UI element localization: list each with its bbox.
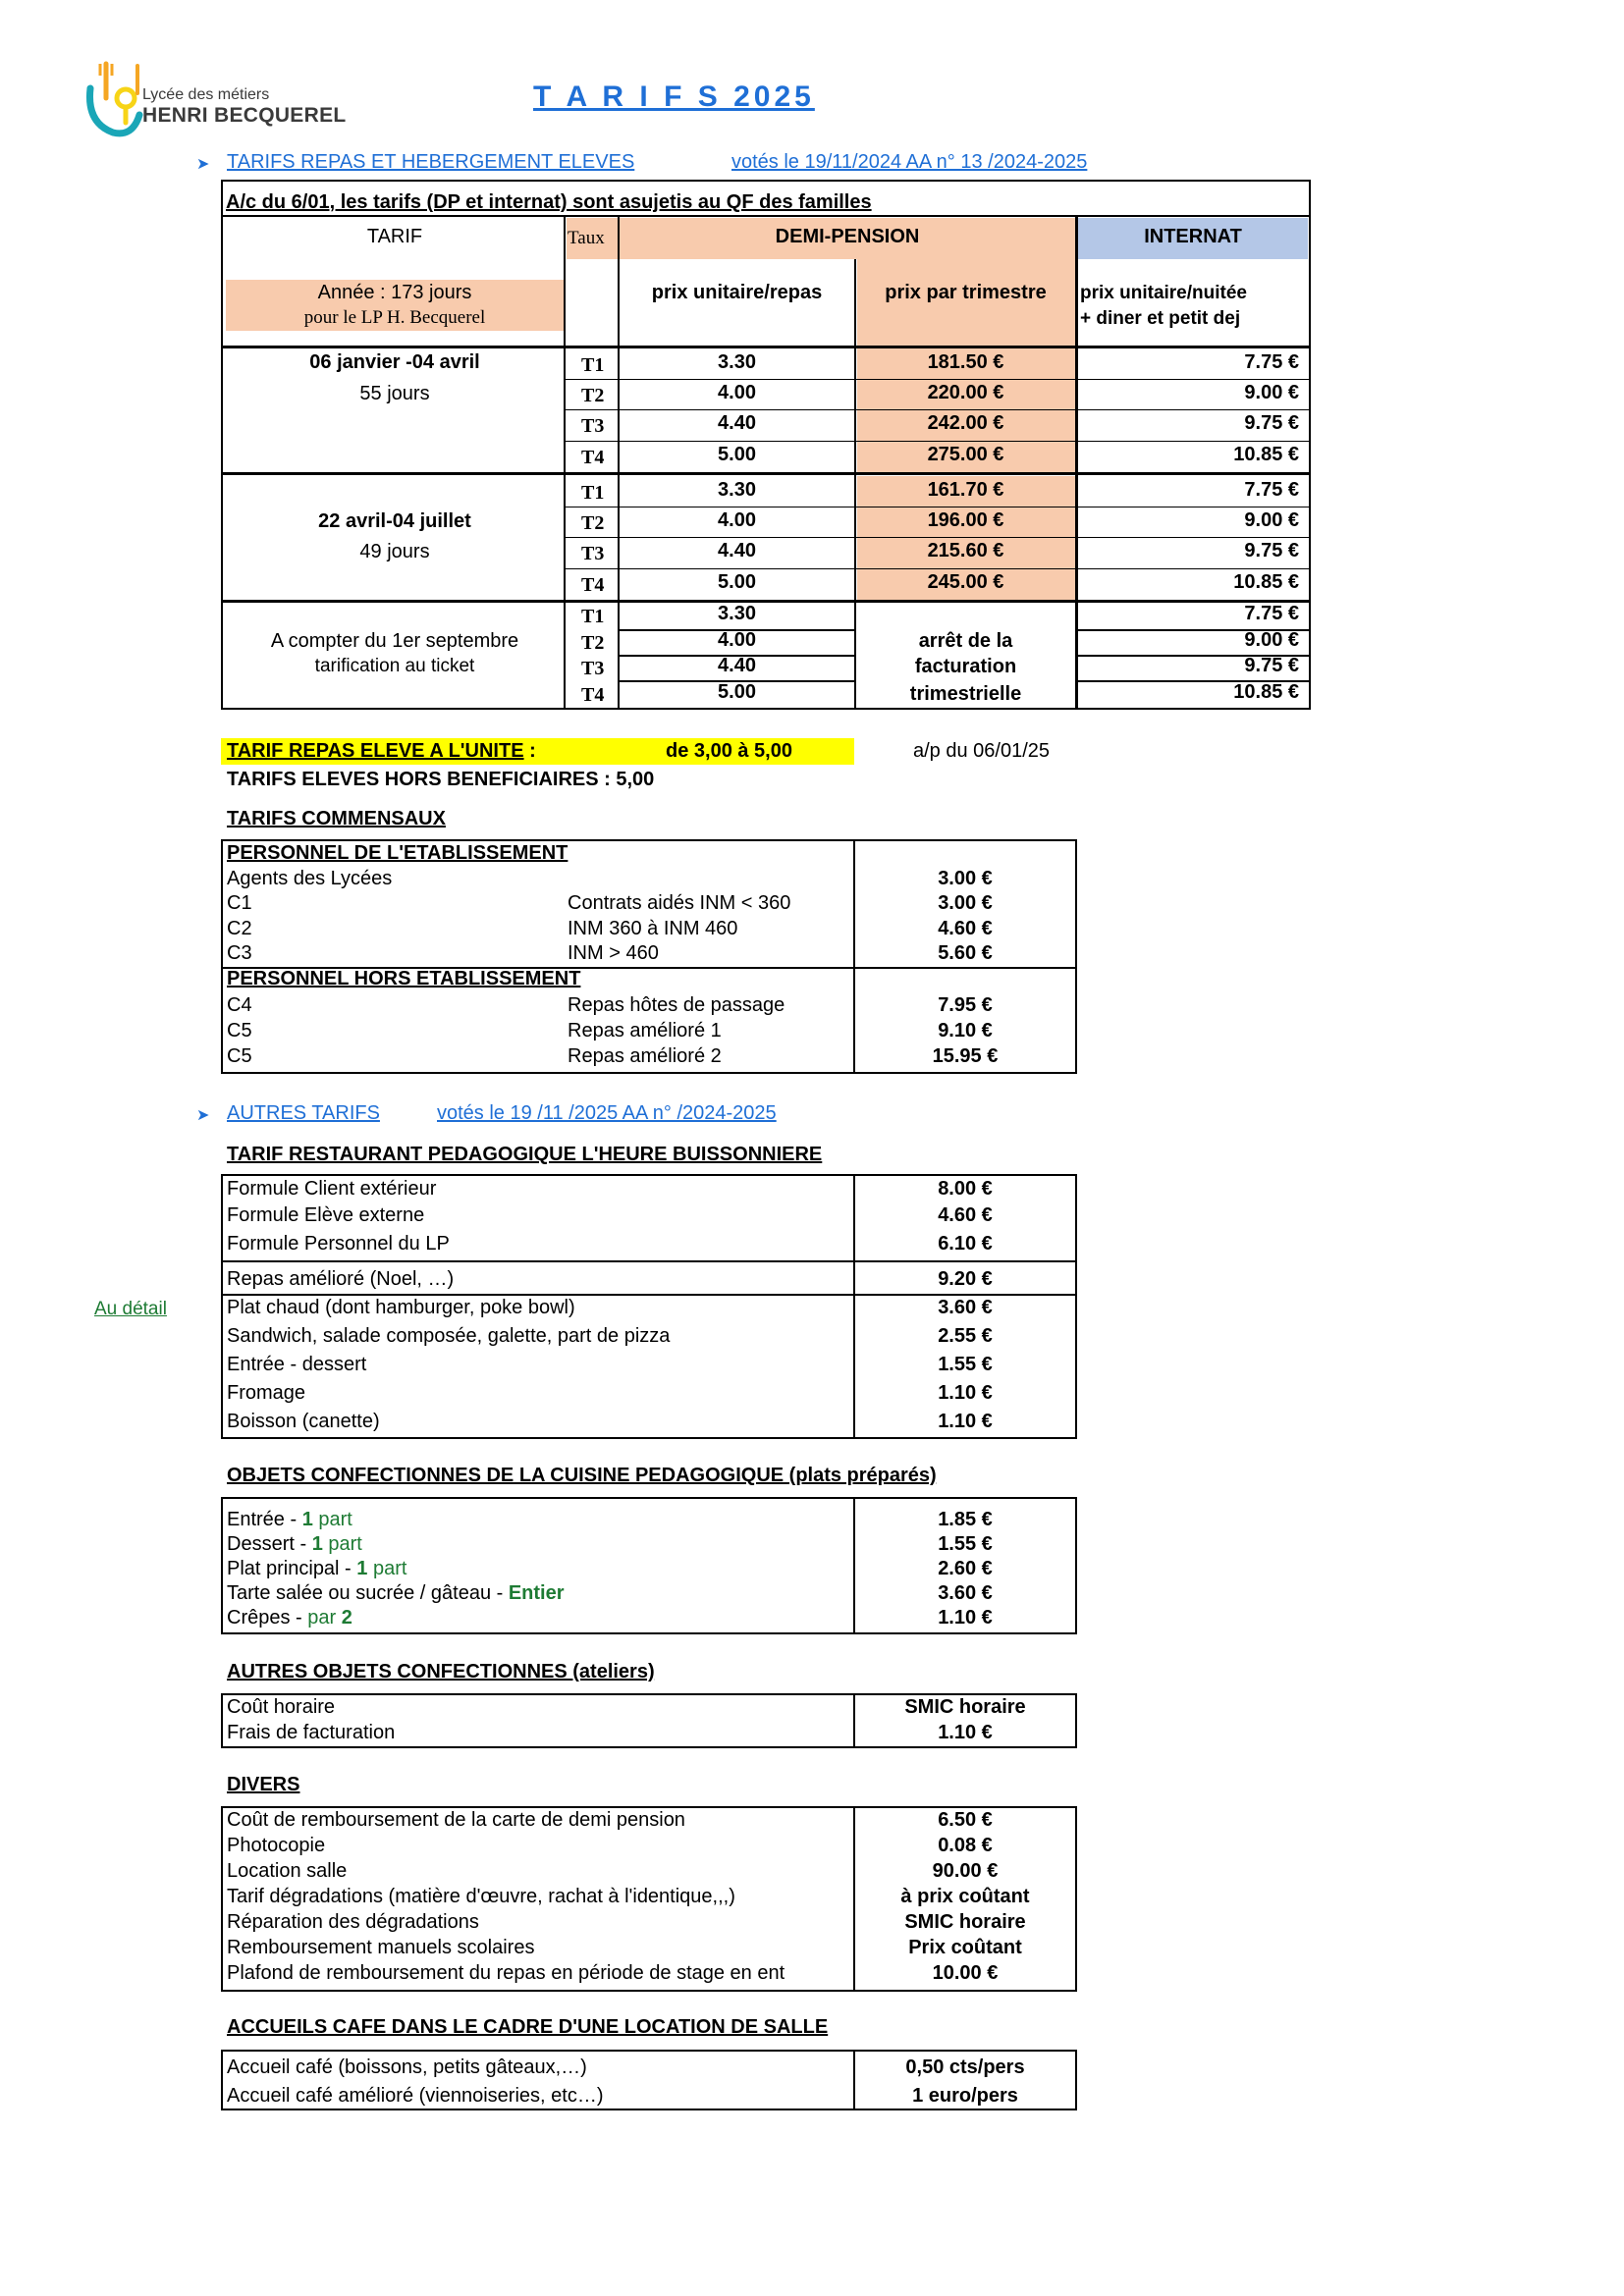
- divers-price: 90.00 €: [932, 1860, 999, 1882]
- p3-taux: T3: [581, 658, 605, 679]
- commensaux-group1: PERSONNEL DE L'ETABLISSEMENT: [227, 842, 568, 864]
- commensaux-group2: PERSONNEL HORS ETABLISSEMENT: [227, 968, 581, 989]
- unit-rate-label: TARIF REPAS ELEVE A L'UNITE :: [227, 740, 536, 762]
- commensaux-row-cat: C5: [227, 1045, 252, 1067]
- detail-label: Sandwich, salade composée, galette, part de pizza: [227, 1325, 671, 1347]
- p3-unit: 5.00: [718, 681, 756, 703]
- divers-label: Réparation des dégradations: [227, 1911, 479, 1933]
- logo-text-line2: HENRI BECQUEREL: [142, 104, 347, 127]
- commensaux-row-price: 7.95 €: [938, 994, 993, 1016]
- col-tarif-header: TARIF: [366, 226, 423, 247]
- detail-label: Entrée - dessert: [227, 1354, 367, 1375]
- formule-price: 6.10 €: [938, 1233, 993, 1255]
- period3-label: A compter du 1er septembre: [270, 630, 519, 652]
- section2-heading: AUTRES TARIFS: [227, 1102, 380, 1124]
- divers-title: DIVERS: [227, 1774, 300, 1795]
- cafe-price: 1 euro/pers: [912, 2085, 1018, 2107]
- commensaux-title: TARIFS COMMENSAUX: [227, 808, 446, 829]
- cafe-title: ACCUEILS CAFE DANS LE CADRE D'UNE LOCATION DE SALLE: [227, 2016, 829, 2038]
- divers-label: Plafond de remboursement du repas en période de stage en ent: [227, 1962, 785, 1984]
- p1-int: 9.75 €: [1244, 412, 1299, 434]
- sub-internat-header-2: + diner et petit dej: [1080, 308, 1241, 329]
- p1-trim: 220.00 €: [927, 382, 1004, 403]
- divers-label: Remboursement manuels scolaires: [227, 1937, 535, 1958]
- p3-unit: 4.40: [718, 655, 756, 676]
- col-demipension-header: DEMI-PENSION: [775, 226, 920, 247]
- p2-unit: 5.00: [718, 571, 756, 593]
- p2-trim: 196.00 €: [927, 509, 1004, 531]
- divers-label: Location salle: [227, 1860, 348, 1882]
- p2-taux: T1: [581, 482, 605, 504]
- unit-rate-value: de 3,00 à 5,00: [666, 740, 792, 762]
- repas-ameliore-price: 9.20 €: [938, 1268, 993, 1290]
- annee-sub: pour le LP H. Becquerel: [303, 307, 486, 328]
- repas-ameliore-label: Repas amélioré (Noel, …): [227, 1268, 455, 1290]
- detail-price: 2.55 €: [938, 1325, 993, 1347]
- atelier-price: 1.10 €: [938, 1722, 993, 1743]
- sub-internat-header-1: prix unitaire/nuitée: [1080, 283, 1247, 303]
- section1-vote: votés le 19/11/2024 AA n° 13 /2024-2025: [731, 151, 1088, 173]
- p2-int: 7.75 €: [1244, 479, 1299, 501]
- formule-label: Formule Elève externe: [227, 1204, 425, 1226]
- divers-price: 0.08 €: [938, 1835, 993, 1856]
- commensaux-row-price: 3.00 €: [938, 868, 993, 889]
- divers-price: 6.50 €: [938, 1809, 993, 1831]
- section2-bullet-icon: ➤: [196, 1107, 210, 1124]
- period3-days: tarification au ticket: [314, 656, 475, 676]
- commensaux-row-desc: Repas amélioré 1: [568, 1020, 722, 1041]
- objet-price: 1.55 €: [938, 1533, 993, 1555]
- p2-int: 9.00 €: [1244, 509, 1299, 531]
- objet-price: 3.60 €: [938, 1582, 993, 1604]
- p3-trim-note1: arrêt de la: [918, 630, 1013, 652]
- p3-int: 9.00 €: [1244, 629, 1299, 651]
- ateliers-title: AUTRES OBJETS CONFECTIONNES (ateliers): [227, 1661, 655, 1682]
- p1-unit: 3.30: [718, 351, 756, 373]
- cafe-label: Accueil café amélioré (viennoiseries, etc…): [227, 2085, 604, 2107]
- p3-taux: T4: [581, 684, 605, 706]
- objet-label: Crêpes - par 2: [227, 1607, 352, 1629]
- p1-taux: T3: [581, 415, 605, 437]
- formule-label: Formule Client extérieur: [227, 1178, 437, 1200]
- annee-label: Année : 173 jours: [317, 282, 472, 303]
- p3-taux: T2: [581, 632, 605, 654]
- atelier-label: Frais de facturation: [227, 1722, 396, 1743]
- objet-price: 1.85 €: [938, 1509, 993, 1530]
- sub-unit-header: prix unitaire/repas: [651, 282, 823, 303]
- atelier-price: SMIC horaire: [904, 1696, 1026, 1718]
- p2-trim: 161.70 €: [927, 479, 1004, 501]
- p1-int: 9.00 €: [1244, 382, 1299, 403]
- col-internat-header: INTERNAT: [1144, 226, 1242, 247]
- p2-trim: 215.60 €: [927, 540, 1004, 561]
- p2-int: 10.85 €: [1233, 571, 1299, 593]
- section2-vote: votés le 19 /11 /2025 AA n° /2024-2025: [437, 1102, 777, 1124]
- formule-price: 8.00 €: [938, 1178, 993, 1200]
- sub-trim-header: prix par trimestre: [885, 282, 1047, 303]
- p1-unit: 4.40: [718, 412, 756, 434]
- restaurant-title: TARIF RESTAURANT PEDAGOGIQUE L'HEURE BUISSONNIERE: [227, 1144, 823, 1165]
- detail-label: Boisson (canette): [227, 1411, 380, 1432]
- p2-unit: 3.30: [718, 479, 756, 501]
- atelier-label: Coût horaire: [227, 1696, 336, 1718]
- p2-taux: T2: [581, 512, 605, 534]
- commensaux-row-cat: Agents des Lycées: [227, 868, 393, 889]
- p2-unit: 4.00: [718, 509, 756, 531]
- p1-trim: 275.00 €: [927, 444, 1004, 465]
- commensaux-row-cat: C5: [227, 1020, 252, 1041]
- period2-days: 49 jours: [359, 541, 430, 562]
- commensaux-row-cat: C2: [227, 918, 252, 939]
- page-title: T A R I F S 2025: [533, 80, 815, 113]
- p2-unit: 4.40: [718, 540, 756, 561]
- commensaux-row-desc: INM 360 à INM 460: [568, 918, 738, 939]
- commensaux-row-desc: Repas hôtes de passage: [568, 994, 785, 1016]
- p1-unit: 4.00: [718, 382, 756, 403]
- divers-label: Tarif dégradations (matière d'œuvre, rachat à l'identique,,,): [227, 1886, 735, 1907]
- detail-price: 1.10 €: [938, 1411, 993, 1432]
- objet-label: Entrée - 1 part: [227, 1509, 352, 1530]
- divers-price: à prix coûtant: [900, 1886, 1030, 1907]
- commensaux-row-desc: Repas amélioré 2: [568, 1045, 722, 1067]
- p3-trim-note3: trimestrielle: [909, 683, 1022, 705]
- objet-price: 1.10 €: [938, 1607, 993, 1629]
- objets-title: OBJETS CONFECTIONNES DE LA CUISINE PEDAGOGIQUE (plats préparés): [227, 1465, 937, 1486]
- p3-trim-note2: facturation: [914, 656, 1017, 677]
- p1-unit: 5.00: [718, 444, 756, 465]
- detail-price: 1.10 €: [938, 1382, 993, 1404]
- unit-rate-date: a/p du 06/01/25: [913, 740, 1051, 762]
- cafe-price: 0,50 cts/pers: [905, 2056, 1025, 2078]
- p1-taux: T4: [581, 447, 605, 468]
- au-detail-link[interactable]: Au détail: [94, 1299, 167, 1319]
- objet-label: Plat principal - 1 part: [227, 1558, 407, 1579]
- section1-heading: TARIFS REPAS ET HEBERGEMENT ELEVES: [227, 151, 635, 173]
- commensaux-row-price: 3.00 €: [938, 892, 993, 914]
- formule-label: Formule Personnel du LP: [227, 1233, 450, 1255]
- p3-int: 9.75 €: [1244, 655, 1299, 676]
- p1-taux: T2: [581, 385, 605, 406]
- commensaux-row-price: 15.95 €: [932, 1045, 999, 1067]
- logo-text-line1: Lycée des métiers: [142, 86, 270, 103]
- p3-taux: T1: [581, 606, 605, 627]
- cafe-label: Accueil café (boissons, petits gâteaux,…): [227, 2056, 587, 2078]
- period1-label: 06 janvier -04 avril: [309, 351, 480, 373]
- divers-price: 10.00 €: [932, 1962, 999, 1984]
- p3-unit: 3.30: [718, 603, 756, 624]
- p1-trim: 181.50 €: [927, 351, 1004, 373]
- p2-taux: T4: [581, 574, 605, 596]
- p3-unit: 4.00: [718, 629, 756, 651]
- divers-price: Prix coûtant: [908, 1937, 1022, 1958]
- commensaux-row-desc: Contrats aidés INM < 360: [568, 892, 791, 914]
- p3-int: 7.75 €: [1244, 603, 1299, 624]
- commensaux-row-price: 9.10 €: [938, 1020, 993, 1041]
- objet-price: 2.60 €: [938, 1558, 993, 1579]
- p1-int: 10.85 €: [1233, 444, 1299, 465]
- p1-taux: T1: [581, 354, 605, 376]
- commensaux-row-price: 4.60 €: [938, 918, 993, 939]
- p2-taux: T3: [581, 543, 605, 564]
- divers-label: Coût de remboursement de la carte de demi pension: [227, 1809, 685, 1831]
- detail-price: 3.60 €: [938, 1297, 993, 1318]
- col-taux-header: Taux: [568, 228, 605, 248]
- commensaux-row-cat: C1: [227, 892, 252, 914]
- period1-days: 55 jours: [359, 383, 430, 404]
- p1-trim: 242.00 €: [927, 412, 1004, 434]
- commensaux-row-desc: INM > 460: [568, 942, 659, 964]
- divers-price: SMIC horaire: [904, 1911, 1026, 1933]
- section1-bullet-icon: ➤: [196, 156, 210, 173]
- commensaux-row-cat: C3: [227, 942, 252, 964]
- formule-price: 4.60 €: [938, 1204, 993, 1226]
- detail-label: Plat chaud (dont hamburger, poke bowl): [227, 1297, 575, 1318]
- p2-int: 9.75 €: [1244, 540, 1299, 561]
- objet-label: Dessert - 1 part: [227, 1533, 362, 1555]
- commensaux-row-price: 5.60 €: [938, 942, 993, 964]
- p1-int: 7.75 €: [1244, 351, 1299, 373]
- table-note: A/c du 6/01, les tarifs (DP et internat) sont asujetis au QF des familles: [226, 191, 872, 213]
- commensaux-row-cat: C4: [227, 994, 252, 1016]
- period2-label: 22 avril-04 juillet: [318, 510, 471, 532]
- detail-label: Fromage: [227, 1382, 306, 1404]
- hors-beneficiaires: TARIFS ELEVES HORS BENEFICIAIRES : 5,00: [227, 769, 655, 790]
- p2-trim: 245.00 €: [927, 571, 1004, 593]
- p3-int: 10.85 €: [1233, 681, 1299, 703]
- objet-label: Tarte salée ou sucrée / gâteau - Entier: [227, 1582, 565, 1604]
- detail-price: 1.55 €: [938, 1354, 993, 1375]
- divers-label: Photocopie: [227, 1835, 326, 1856]
